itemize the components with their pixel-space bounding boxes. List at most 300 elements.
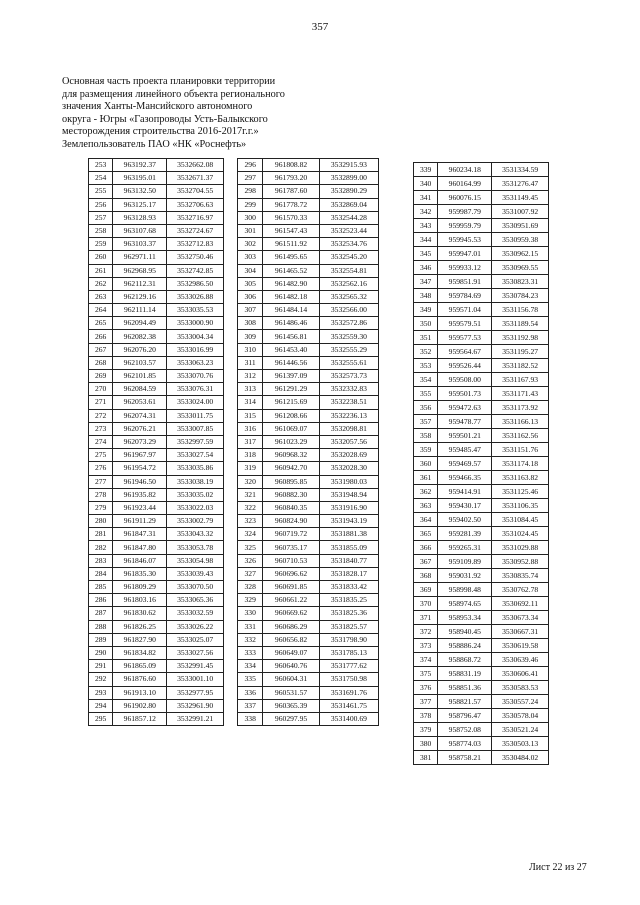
x-coordinate-cell: 958758.21 bbox=[438, 751, 492, 765]
point-number-cell: 314 bbox=[238, 396, 263, 409]
point-number-cell: 317 bbox=[238, 435, 263, 448]
point-number-cell: 295 bbox=[89, 712, 113, 725]
x-coordinate-cell: 958851.36 bbox=[438, 681, 492, 695]
table-row bbox=[414, 667, 549, 681]
x-coordinate-cell: 960640.76 bbox=[263, 660, 319, 673]
x-coordinate-cell: 961923.44 bbox=[113, 501, 167, 514]
point-number-cell: 276 bbox=[89, 462, 113, 475]
x-coordinate-cell: 960686.29 bbox=[263, 620, 319, 633]
x-coordinate-cell: 960710.53 bbox=[263, 554, 319, 567]
y-coordinate-cell: 3532572.86 bbox=[319, 317, 378, 330]
table-row bbox=[89, 699, 224, 712]
point-number-cell: 267 bbox=[89, 343, 113, 356]
point-number-cell: 348 bbox=[414, 289, 438, 303]
point-number-cell: 265 bbox=[89, 317, 113, 330]
y-coordinate-cell: 3530692.11 bbox=[492, 597, 549, 611]
x-coordinate-cell: 962103.57 bbox=[113, 356, 167, 369]
table-row bbox=[238, 409, 379, 422]
x-coordinate-cell: 961902.80 bbox=[113, 699, 167, 712]
table-row bbox=[414, 205, 549, 219]
table-row bbox=[89, 264, 224, 277]
table-row bbox=[238, 224, 379, 237]
table-row bbox=[414, 275, 549, 289]
table-row bbox=[414, 541, 549, 555]
table-row bbox=[238, 712, 379, 725]
x-coordinate-cell: 959987.79 bbox=[438, 205, 492, 219]
point-number-cell: 318 bbox=[238, 449, 263, 462]
table-row bbox=[89, 211, 224, 224]
point-number-cell: 319 bbox=[238, 462, 263, 475]
y-coordinate-cell: 3531943.19 bbox=[319, 515, 378, 528]
x-coordinate-cell: 962076.20 bbox=[113, 343, 167, 356]
x-coordinate-cell: 961453.40 bbox=[263, 343, 319, 356]
point-number-cell: 283 bbox=[89, 554, 113, 567]
point-number-cell: 336 bbox=[238, 686, 263, 699]
y-coordinate-cell: 3531855.09 bbox=[319, 541, 378, 554]
y-coordinate-cell: 3531156.78 bbox=[492, 303, 549, 317]
y-coordinate-cell: 3531980.03 bbox=[319, 475, 378, 488]
point-number-cell: 286 bbox=[89, 594, 113, 607]
table-row bbox=[89, 515, 224, 528]
y-coordinate-cell: 3532899.00 bbox=[319, 172, 378, 185]
y-coordinate-cell: 3531334.59 bbox=[492, 163, 549, 177]
x-coordinate-cell: 959466.35 bbox=[438, 471, 492, 485]
point-number-cell: 357 bbox=[414, 415, 438, 429]
table-row bbox=[414, 513, 549, 527]
table-row bbox=[238, 475, 379, 488]
y-coordinate-cell: 3532573.73 bbox=[319, 370, 378, 383]
y-coordinate-cell: 3533007.85 bbox=[167, 422, 224, 435]
table-row bbox=[89, 224, 224, 237]
table-row bbox=[414, 471, 549, 485]
y-coordinate-cell: 3531162.56 bbox=[492, 429, 549, 443]
table-row bbox=[414, 583, 549, 597]
table-row bbox=[238, 462, 379, 475]
table-row bbox=[89, 409, 224, 422]
point-number-cell: 329 bbox=[238, 594, 263, 607]
y-coordinate-cell: 3531840.77 bbox=[319, 554, 378, 567]
x-coordinate-cell: 961484.14 bbox=[263, 304, 319, 317]
point-number-cell: 359 bbox=[414, 443, 438, 457]
table-row bbox=[414, 163, 549, 177]
x-coordinate-cell: 960942.70 bbox=[263, 462, 319, 475]
y-coordinate-cell: 3531167.93 bbox=[492, 373, 549, 387]
y-coordinate-cell: 3532554.81 bbox=[319, 264, 378, 277]
point-number-cell: 273 bbox=[89, 422, 113, 435]
point-number-cell: 257 bbox=[89, 211, 113, 224]
y-coordinate-cell: 3531125.46 bbox=[492, 485, 549, 499]
point-number-cell: 259 bbox=[89, 238, 113, 251]
table-row bbox=[89, 488, 224, 501]
table-row bbox=[89, 501, 224, 514]
point-number-cell: 375 bbox=[414, 667, 438, 681]
table-row bbox=[89, 198, 224, 211]
x-coordinate-cell: 961834.82 bbox=[113, 646, 167, 659]
table-row bbox=[89, 435, 224, 448]
x-coordinate-cell: 959577.53 bbox=[438, 331, 492, 345]
y-coordinate-cell: 3530578.04 bbox=[492, 709, 549, 723]
y-coordinate-cell: 3532986.50 bbox=[167, 277, 224, 290]
table-row bbox=[238, 343, 379, 356]
point-number-cell: 365 bbox=[414, 527, 438, 541]
x-coordinate-cell: 961846.07 bbox=[113, 554, 167, 567]
y-coordinate-cell: 3532544.28 bbox=[319, 211, 378, 224]
point-number-cell: 334 bbox=[238, 660, 263, 673]
y-coordinate-cell: 3531828.17 bbox=[319, 567, 378, 580]
x-coordinate-cell: 961069.07 bbox=[263, 422, 319, 435]
table-row bbox=[414, 569, 549, 583]
x-coordinate-cell: 963125.17 bbox=[113, 198, 167, 211]
table-row bbox=[89, 317, 224, 330]
x-coordinate-cell: 960669.62 bbox=[263, 607, 319, 620]
point-number-cell: 378 bbox=[414, 709, 438, 723]
x-coordinate-cell: 962971.11 bbox=[113, 251, 167, 264]
x-coordinate-cell: 961946.50 bbox=[113, 475, 167, 488]
table-row bbox=[89, 343, 224, 356]
y-coordinate-cell: 3533027.54 bbox=[167, 449, 224, 462]
x-coordinate-cell: 961511.92 bbox=[263, 238, 319, 251]
point-number-cell: 330 bbox=[238, 607, 263, 620]
table-row bbox=[89, 449, 224, 462]
table-row bbox=[414, 485, 549, 499]
x-coordinate-cell: 962112.31 bbox=[113, 277, 167, 290]
point-number-cell: 269 bbox=[89, 370, 113, 383]
point-number-cell: 287 bbox=[89, 607, 113, 620]
table-row bbox=[89, 686, 224, 699]
point-number-cell: 371 bbox=[414, 611, 438, 625]
table-row bbox=[414, 317, 549, 331]
x-coordinate-cell: 960882.30 bbox=[263, 488, 319, 501]
header-line: для размещения линейного объекта регионального bbox=[62, 88, 285, 100]
y-coordinate-cell: 3533035.02 bbox=[167, 488, 224, 501]
table-row bbox=[414, 331, 549, 345]
x-coordinate-cell: 959485.47 bbox=[438, 443, 492, 457]
y-coordinate-cell: 3533000.90 bbox=[167, 317, 224, 330]
point-number-cell: 368 bbox=[414, 569, 438, 583]
y-coordinate-cell: 3530959.38 bbox=[492, 233, 549, 247]
table-row bbox=[238, 396, 379, 409]
point-number-cell: 362 bbox=[414, 485, 438, 499]
point-number-cell: 255 bbox=[89, 185, 113, 198]
y-coordinate-cell: 3532555.61 bbox=[319, 356, 378, 369]
y-coordinate-cell: 3531777.62 bbox=[319, 660, 378, 673]
y-coordinate-cell: 3531173.92 bbox=[492, 401, 549, 415]
point-number-cell: 339 bbox=[414, 163, 438, 177]
table-row bbox=[238, 515, 379, 528]
y-coordinate-cell: 3531163.82 bbox=[492, 471, 549, 485]
x-coordinate-cell: 959472.63 bbox=[438, 401, 492, 415]
table-row bbox=[414, 709, 549, 723]
table-row bbox=[238, 699, 379, 712]
point-number-cell: 315 bbox=[238, 409, 263, 422]
x-coordinate-cell: 962073.29 bbox=[113, 435, 167, 448]
point-number-cell: 302 bbox=[238, 238, 263, 251]
x-coordinate-cell: 961465.52 bbox=[263, 264, 319, 277]
y-coordinate-cell: 3533001.10 bbox=[167, 673, 224, 686]
table-row bbox=[238, 673, 379, 686]
point-number-cell: 325 bbox=[238, 541, 263, 554]
y-coordinate-cell: 3532915.93 bbox=[319, 159, 378, 172]
y-coordinate-cell: 3531835.25 bbox=[319, 594, 378, 607]
x-coordinate-cell: 961865.09 bbox=[113, 660, 167, 673]
y-coordinate-cell: 3531182.52 bbox=[492, 359, 549, 373]
table-row bbox=[414, 653, 549, 667]
table-row bbox=[89, 620, 224, 633]
table-row bbox=[414, 415, 549, 429]
header-line: Основная часть проекта планировки территории bbox=[62, 76, 276, 87]
x-coordinate-cell: 958796.47 bbox=[438, 709, 492, 723]
y-coordinate-cell: 3530606.41 bbox=[492, 667, 549, 681]
x-coordinate-cell: 962082.38 bbox=[113, 330, 167, 343]
table-row bbox=[89, 462, 224, 475]
table-row bbox=[414, 401, 549, 415]
x-coordinate-cell: 961547.43 bbox=[263, 224, 319, 237]
point-number-cell: 256 bbox=[89, 198, 113, 211]
y-coordinate-cell: 3531195.27 bbox=[492, 345, 549, 359]
point-number-cell: 272 bbox=[89, 409, 113, 422]
table-row bbox=[89, 185, 224, 198]
x-coordinate-cell: 961446.56 bbox=[263, 356, 319, 369]
table-row bbox=[89, 660, 224, 673]
table-row bbox=[414, 177, 549, 191]
x-coordinate-cell: 961208.66 bbox=[263, 409, 319, 422]
y-coordinate-cell: 3532750.46 bbox=[167, 251, 224, 264]
y-coordinate-cell: 3531151.76 bbox=[492, 443, 549, 457]
point-number-cell: 281 bbox=[89, 528, 113, 541]
x-coordinate-cell: 959469.57 bbox=[438, 457, 492, 471]
y-coordinate-cell: 3532332.83 bbox=[319, 383, 378, 396]
table-row bbox=[414, 597, 549, 611]
table-row bbox=[238, 607, 379, 620]
y-coordinate-cell: 3533027.56 bbox=[167, 646, 224, 659]
y-coordinate-cell: 3532238.51 bbox=[319, 396, 378, 409]
y-coordinate-cell: 3533063.23 bbox=[167, 356, 224, 369]
point-number-cell: 296 bbox=[238, 159, 263, 172]
point-number-cell: 288 bbox=[89, 620, 113, 633]
table-row bbox=[238, 449, 379, 462]
point-number-cell: 364 bbox=[414, 513, 438, 527]
y-coordinate-cell: 3532704.55 bbox=[167, 185, 224, 198]
point-number-cell: 381 bbox=[414, 751, 438, 765]
table-row bbox=[414, 723, 549, 737]
x-coordinate-cell: 963192.37 bbox=[113, 159, 167, 172]
point-number-cell: 271 bbox=[89, 396, 113, 409]
table-row bbox=[238, 304, 379, 317]
x-coordinate-cell: 961793.20 bbox=[263, 172, 319, 185]
x-coordinate-cell: 960076.15 bbox=[438, 191, 492, 205]
point-number-cell: 262 bbox=[89, 277, 113, 290]
point-number-cell: 266 bbox=[89, 330, 113, 343]
x-coordinate-cell: 960234.18 bbox=[438, 163, 492, 177]
header-line: Землепользователь ПАО «НК «Роснефть» bbox=[62, 138, 247, 150]
table-row bbox=[238, 488, 379, 501]
y-coordinate-cell: 3530673.34 bbox=[492, 611, 549, 625]
x-coordinate-cell: 961570.33 bbox=[263, 211, 319, 224]
table-row bbox=[414, 499, 549, 513]
table-row bbox=[89, 370, 224, 383]
x-coordinate-cell: 960365.39 bbox=[263, 699, 319, 712]
point-number-cell: 263 bbox=[89, 290, 113, 303]
point-number-cell: 299 bbox=[238, 198, 263, 211]
x-coordinate-cell: 960719.72 bbox=[263, 528, 319, 541]
y-coordinate-cell: 3532716.97 bbox=[167, 211, 224, 224]
table-row bbox=[238, 660, 379, 673]
page-number: 357 bbox=[311, 21, 329, 33]
x-coordinate-cell: 959281.39 bbox=[438, 527, 492, 541]
table-row bbox=[414, 751, 549, 765]
x-coordinate-cell: 961830.62 bbox=[113, 607, 167, 620]
y-coordinate-cell: 3533026.88 bbox=[167, 290, 224, 303]
x-coordinate-cell: 959959.79 bbox=[438, 219, 492, 233]
x-coordinate-cell: 958886.24 bbox=[438, 639, 492, 653]
y-coordinate-cell: 3532028.30 bbox=[319, 462, 378, 475]
x-coordinate-cell: 958940.45 bbox=[438, 625, 492, 639]
point-number-cell: 323 bbox=[238, 515, 263, 528]
x-coordinate-cell: 961911.29 bbox=[113, 515, 167, 528]
y-coordinate-cell: 3531750.98 bbox=[319, 673, 378, 686]
table-row bbox=[414, 261, 549, 275]
y-coordinate-cell: 3532545.20 bbox=[319, 251, 378, 264]
x-coordinate-cell: 962094.49 bbox=[113, 317, 167, 330]
y-coordinate-cell: 3532028.69 bbox=[319, 449, 378, 462]
x-coordinate-cell: 960824.90 bbox=[263, 515, 319, 528]
table-row bbox=[238, 290, 379, 303]
table-row bbox=[89, 304, 224, 317]
point-number-cell: 264 bbox=[89, 304, 113, 317]
x-coordinate-cell: 959478.77 bbox=[438, 415, 492, 429]
y-coordinate-cell: 3531276.47 bbox=[492, 177, 549, 191]
y-coordinate-cell: 3532712.83 bbox=[167, 238, 224, 251]
table-row bbox=[89, 567, 224, 580]
point-number-cell: 335 bbox=[238, 673, 263, 686]
x-coordinate-cell: 959945.53 bbox=[438, 233, 492, 247]
y-coordinate-cell: 3530951.69 bbox=[492, 219, 549, 233]
point-number-cell: 275 bbox=[89, 449, 113, 462]
x-coordinate-cell: 962968.95 bbox=[113, 264, 167, 277]
x-coordinate-cell: 959947.01 bbox=[438, 247, 492, 261]
table-row bbox=[89, 383, 224, 396]
x-coordinate-cell: 959851.91 bbox=[438, 275, 492, 289]
y-coordinate-cell: 3531461.75 bbox=[319, 699, 378, 712]
table-row bbox=[89, 581, 224, 594]
point-number-cell: 260 bbox=[89, 251, 113, 264]
table-row bbox=[238, 383, 379, 396]
y-coordinate-cell: 3530503.13 bbox=[492, 737, 549, 751]
point-number-cell: 326 bbox=[238, 554, 263, 567]
x-coordinate-cell: 959564.67 bbox=[438, 345, 492, 359]
y-coordinate-cell: 3532057.56 bbox=[319, 435, 378, 448]
point-number-cell: 350 bbox=[414, 317, 438, 331]
coordinates-table-2 bbox=[237, 158, 379, 726]
y-coordinate-cell: 3533039.43 bbox=[167, 567, 224, 580]
table-row bbox=[414, 219, 549, 233]
point-number-cell: 349 bbox=[414, 303, 438, 317]
x-coordinate-cell: 961857.12 bbox=[113, 712, 167, 725]
point-number-cell: 343 bbox=[414, 219, 438, 233]
table-row bbox=[89, 475, 224, 488]
x-coordinate-cell: 959579.51 bbox=[438, 317, 492, 331]
y-coordinate-cell: 3533070.50 bbox=[167, 581, 224, 594]
table-row bbox=[238, 422, 379, 435]
y-coordinate-cell: 3533002.79 bbox=[167, 515, 224, 528]
x-coordinate-cell: 958868.72 bbox=[438, 653, 492, 667]
table-row bbox=[238, 435, 379, 448]
y-coordinate-cell: 3532566.00 bbox=[319, 304, 378, 317]
point-number-cell: 379 bbox=[414, 723, 438, 737]
x-coordinate-cell: 960604.31 bbox=[263, 673, 319, 686]
y-coordinate-cell: 3531881.38 bbox=[319, 528, 378, 541]
point-number-cell: 376 bbox=[414, 681, 438, 695]
x-coordinate-cell: 961023.29 bbox=[263, 435, 319, 448]
y-coordinate-cell: 3530784.23 bbox=[492, 289, 549, 303]
table-row bbox=[414, 247, 549, 261]
table-row bbox=[238, 159, 379, 172]
point-number-cell: 360 bbox=[414, 457, 438, 471]
table-row bbox=[238, 356, 379, 369]
x-coordinate-cell: 960735.17 bbox=[263, 541, 319, 554]
sheet-number: Лист 22 из 27 bbox=[529, 862, 587, 873]
x-coordinate-cell: 961847.31 bbox=[113, 528, 167, 541]
x-coordinate-cell: 959265.31 bbox=[438, 541, 492, 555]
table-row bbox=[89, 633, 224, 646]
y-coordinate-cell: 3532961.90 bbox=[167, 699, 224, 712]
table-row bbox=[414, 639, 549, 653]
y-coordinate-cell: 3532534.76 bbox=[319, 238, 378, 251]
point-number-cell: 274 bbox=[89, 435, 113, 448]
point-number-cell: 290 bbox=[89, 646, 113, 659]
x-coordinate-cell: 958998.48 bbox=[438, 583, 492, 597]
y-coordinate-cell: 3530639.46 bbox=[492, 653, 549, 667]
x-coordinate-cell: 962129.16 bbox=[113, 290, 167, 303]
table-row bbox=[238, 554, 379, 567]
point-number-cell: 374 bbox=[414, 653, 438, 667]
point-number-cell: 333 bbox=[238, 646, 263, 659]
x-coordinate-cell: 961397.09 bbox=[263, 370, 319, 383]
table-row bbox=[238, 185, 379, 198]
coordinates-table-3 bbox=[413, 162, 549, 765]
point-number-cell: 313 bbox=[238, 383, 263, 396]
point-number-cell: 356 bbox=[414, 401, 438, 415]
point-number-cell: 347 bbox=[414, 275, 438, 289]
x-coordinate-cell: 959784.69 bbox=[438, 289, 492, 303]
x-coordinate-cell: 959526.44 bbox=[438, 359, 492, 373]
y-coordinate-cell: 3533032.59 bbox=[167, 607, 224, 620]
point-number-cell: 301 bbox=[238, 224, 263, 237]
table-row bbox=[238, 594, 379, 607]
x-coordinate-cell: 963132.50 bbox=[113, 185, 167, 198]
table-row bbox=[89, 172, 224, 185]
point-number-cell: 340 bbox=[414, 177, 438, 191]
table-row bbox=[414, 555, 549, 569]
x-coordinate-cell: 959508.00 bbox=[438, 373, 492, 387]
table-row bbox=[414, 429, 549, 443]
point-number-cell: 322 bbox=[238, 501, 263, 514]
point-number-cell: 278 bbox=[89, 488, 113, 501]
point-number-cell: 361 bbox=[414, 471, 438, 485]
y-coordinate-cell: 3533043.32 bbox=[167, 528, 224, 541]
table-row bbox=[89, 646, 224, 659]
table-row bbox=[89, 238, 224, 251]
y-coordinate-cell: 3532742.85 bbox=[167, 264, 224, 277]
x-coordinate-cell: 960968.32 bbox=[263, 449, 319, 462]
coordinates-table-1 bbox=[88, 158, 224, 726]
y-coordinate-cell: 3531024.45 bbox=[492, 527, 549, 541]
x-coordinate-cell: 961778.72 bbox=[263, 198, 319, 211]
table-row bbox=[414, 289, 549, 303]
table-row bbox=[238, 686, 379, 699]
table-row bbox=[238, 501, 379, 514]
x-coordinate-cell: 961803.16 bbox=[113, 594, 167, 607]
